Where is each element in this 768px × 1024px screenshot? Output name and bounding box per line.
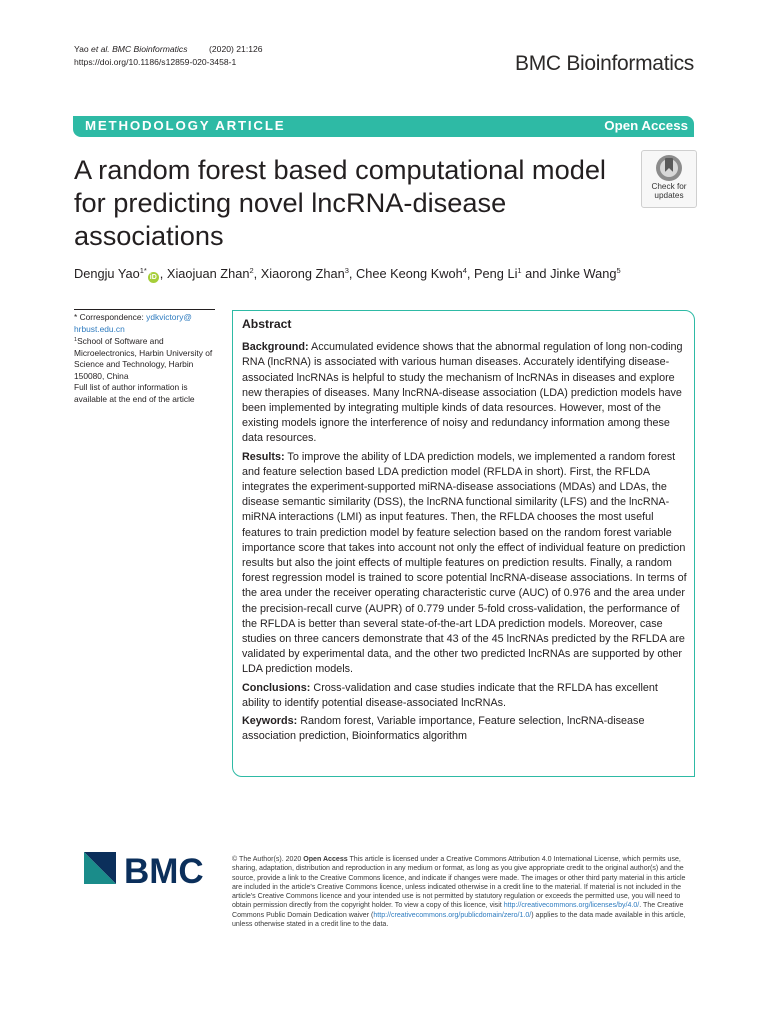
author-name: Xiaojuan Zhan [166, 266, 250, 281]
abstract-conclusions [242, 681, 687, 711]
abstract-keywords [242, 714, 687, 744]
correspondence-email-cont[interactable]: hrbust.edu.cn [74, 323, 125, 334]
author-name: Chee Keong Kwoh [356, 266, 463, 281]
conclusions-text: Cross-validation and case studies indicate that the RFLDA has excellent ability to identify potential disease-associated lncRNAs. [242, 681, 658, 709]
author-affiliation: 4 [462, 266, 467, 275]
author-affiliation: 2 [249, 266, 254, 275]
check-for-updates-button[interactable] [641, 150, 697, 208]
orcid-icon[interactable]: iD [149, 274, 157, 281]
author-list: Dengju Yao$^{1*}$iD , Xiaojuan Zhan$^2$, Xiaorong Zhan$^3$, Chee Keong Kwoh$^4$, Peng Li$^1$ and Jinke Wang$^5$ [74, 266, 621, 281]
affiliation-number: 1 [74, 337, 78, 343]
journal-name: BMC Bioinformatics [515, 52, 694, 75]
author-affiliation: 5 [616, 266, 621, 275]
article-type-banner [73, 116, 694, 137]
license-text [232, 855, 693, 929]
abstract-box [232, 310, 695, 777]
correspondence-sidebar [74, 309, 215, 405]
results-label: Results: [242, 450, 285, 463]
citation-author: Yao [74, 44, 89, 54]
check-label-2: updates [654, 191, 684, 200]
abstract-background [242, 340, 687, 446]
correspondence-email[interactable]: ydkvictory@ [146, 312, 192, 322]
license-link-zero[interactable]: http://creativecommons.org/publicdomain/zero/1.0/ [373, 911, 532, 919]
crossmark-icon [655, 154, 683, 182]
license-link-by[interactable]: http://creativecommons.org/licenses/by/4.0/ [503, 902, 640, 910]
open-access-label: Open Access [604, 118, 688, 133]
affiliation-text: School of Software and Microelectronics, Harbin University of Science and Technology, Harbin 150080, China [74, 336, 213, 381]
bmc-logo-mark [84, 852, 224, 892]
results-text: To improve the ability of LDA prediction models, we implemented a random forest and feature selection based LDA prediction model (RFLDA in short). First, the RFLDA integrates the experiment-supported miRNA-disease associations (MDAs) and LDAs, the disease semantic similarity (DSS), the lncRNA functional similarity (LFS) and the lncRNA-miRNA interactions (LMI) as input features. Then, the RFLDA chooses the most useful features to train prediction model by feature selection based on the random forest variable importance score that takes into account not only the effect of individual feature on prediction results but also the joint effects of multiple features on prediction results. Finally, a random forest regression model is trained to score potential lncRNA-disease associations. In terms of the area under the receiver operating characteristic curve (AUC) of 0.976 and the area under the precision-recall curve (AUPR) of 0.779 under 5-fold cross-validation, the performance of the RFLDA is better than several state-of-the-art LDA prediction models. Moreover, case studies on three cancers demonstrate that 43 of the 45 lncRNAs predicted by the RFLDA are validated by experimental data, and the other two predicted lncRNAs are supported by other LDA prediction models. [242, 450, 687, 676]
background-text: Accumulated evidence shows that the abnormal regulation of long non-coding RNA (lncRNA) is associated with various human diseases. Accurately identifying disease-associated lncRNAs is helpful to study the mechanism of lncRNAs in diseases and explore new therapies of diseases. Many lncRNA-disease association (LDA) prediction models have been implemented by integrating multiple kinds of data resources. However, most of the existing models ignore the interference of noisy and redundancy information among these data resources. [242, 341, 683, 445]
check-label-1: Check for [651, 182, 687, 191]
license-body-3: ) applies to the data made available in this article, unless otherwise stated in a credit line to the data. [232, 911, 686, 928]
abstract-results [242, 450, 687, 678]
license-open-access: Open Access [303, 856, 348, 863]
author-name: Dengju Yao [74, 266, 140, 281]
article-type: METHODOLOGY ARTICLE [85, 118, 286, 133]
conclusions-label: Conclusions: [242, 681, 311, 694]
author-name: Xiaorong Zhan [260, 266, 345, 281]
citation-year: (2020) 21:126 [209, 44, 263, 54]
correspondence-label: * Correspondence: [74, 312, 147, 322]
doi-link[interactable]: https://doi.org/10.1186/s12859-020-3458-1 [74, 57, 237, 67]
abstract-heading: Abstract [242, 317, 292, 331]
author-name: Jinke Wang [550, 266, 617, 281]
keywords-label: Keywords: [242, 715, 298, 728]
author-name: Peng Li [474, 266, 518, 281]
citation-journal: et al. BMC Bioinformatics [91, 44, 188, 54]
author-affiliation: 1* [139, 266, 147, 275]
citation-block [74, 43, 263, 69]
background-label: Background: [242, 341, 309, 354]
full-author-info-note: Full list of author information is available at the end of the article [74, 382, 195, 404]
author-affiliation: 3 [344, 266, 349, 275]
license-body: This article is licensed under a Creative Commons Attribution 4.0 International License, which permits use, sharing, adaptation, distribution and reproduction in any medium or format, as long as you give appropriate credit to the original author(s) and the source, provide a link to the Creative Commons licence, and indicate if changes were made. The images or other third party material in this article are included in the article's Creative Commons licence, unless indicated otherwise in a credit line to the material. If material is not included in the article's Creative Commons licence and your intended use is not permitted by statutory regulation or exceeds the permitted use, you will need to obtain permission directly from the copyright holder. To view a copy of this licence, visit [232, 856, 686, 910]
keywords-text: Random forest, Variable importance, Feature selection, lncRNA-disease association prediction, Bioinformatics algorithm [242, 715, 645, 743]
bmc-logo-text: BMC [124, 852, 204, 891]
author-affiliation: 1 [517, 266, 522, 275]
license-body-2: . The Creative Commons Public Domain Dedication waiver ( [232, 902, 684, 919]
license-copyright: © The Author(s). 2020 [232, 856, 304, 863]
article-title: A random forest based computational model for predicting novel lncRNA-disease associations [74, 154, 606, 251]
bmc-logo [84, 852, 224, 892]
